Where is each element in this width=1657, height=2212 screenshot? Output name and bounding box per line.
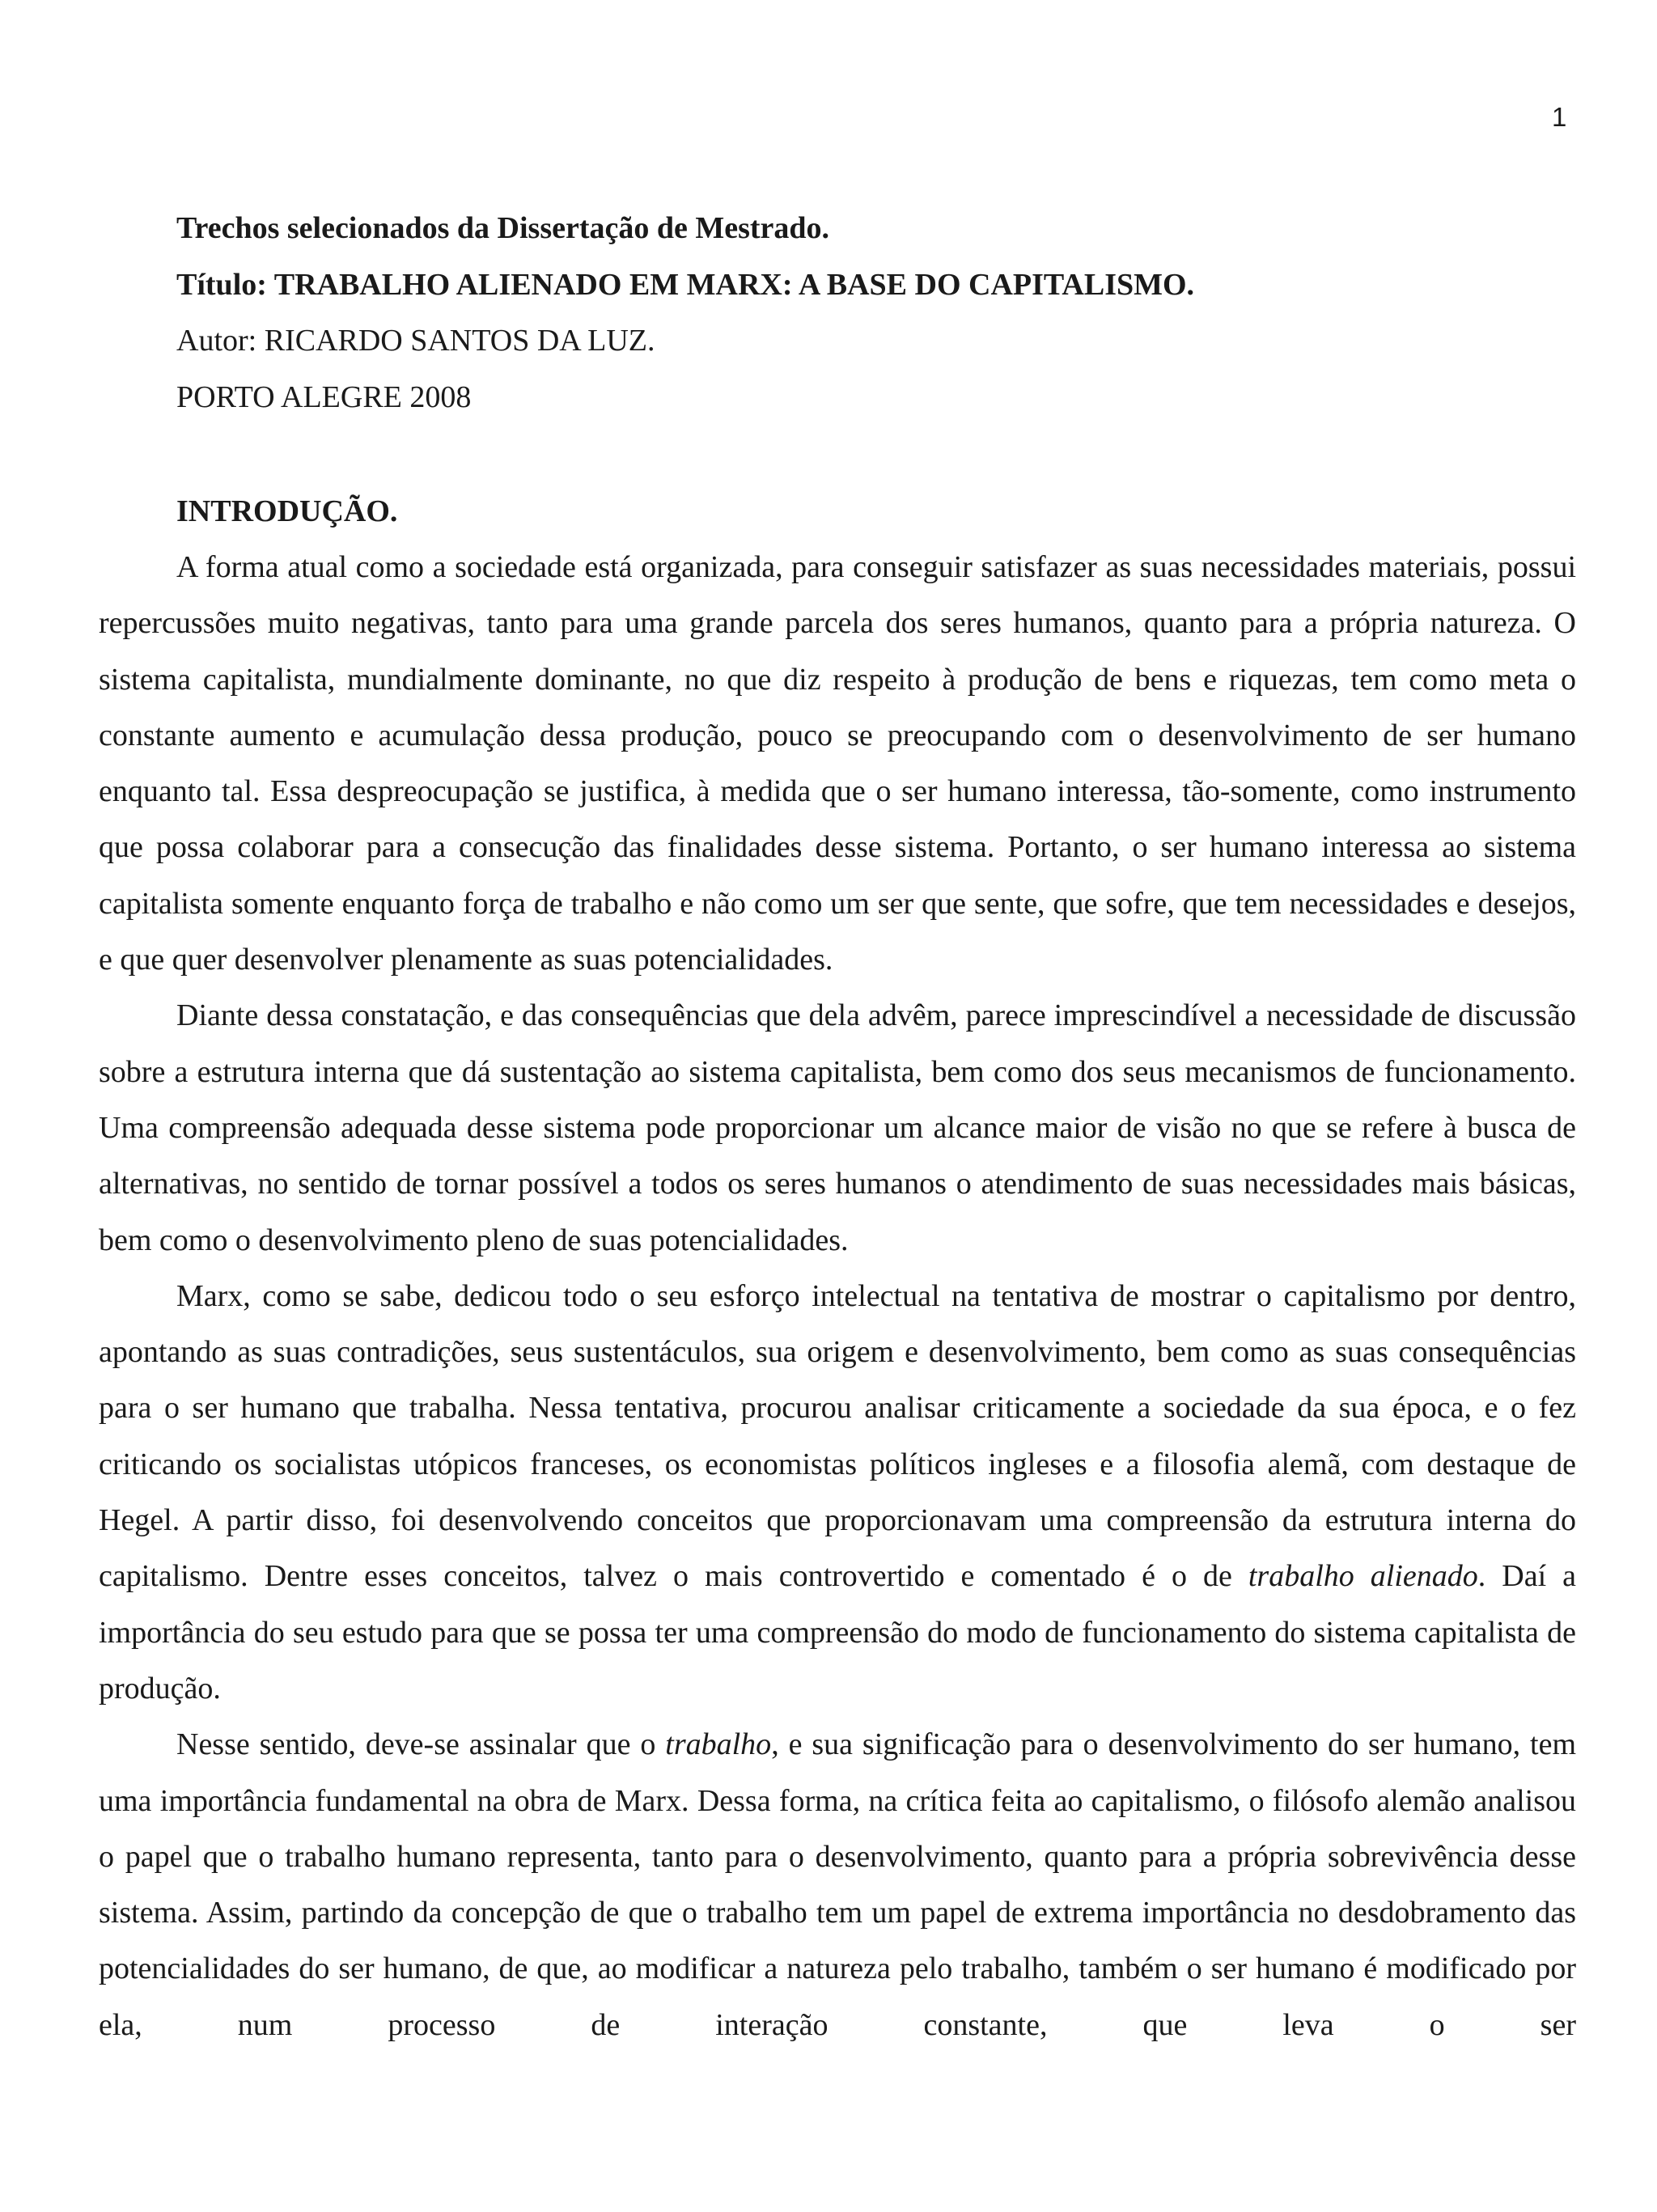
document-header (176, 201, 1568, 426)
paragraph-3-text-start: Marx, como se sabe, dedicou todo o seu esforço intelectual na tentativa de mostrar o capitalismo por dentro, apontando as suas contradições, seus sustentáculos, sua origem e desenvolvimento, bem como as suas consequências para o ser humano que trabalha. Nessa tentativa, procurou analisar criticamente a sociedade da sua época, e o fez criticando os socialistas utópicos franceses, os economistas políticos ingleses e a filosofia alemã, com destaque de Hegel. A partir disso, foi desenvolvendo conceitos que proporcionavam uma compreensão da estrutura interna do capitalismo. Dentre esses conceitos, talvez o mais controvertido e comentado é o de (99, 1278, 1576, 1594)
paragraph-4-text-start: Nesse sentido, deve-se assinalar que o (176, 1727, 666, 1762)
title-value: TRABALHO ALIENADO EM MARX: A BASE DO CAPITALISMO. (273, 267, 1195, 302)
paragraph-2: Diante dessa constatação, e das consequências que dela advêm, parece imprescindível a necessidade de discussão sobre a estrutura interna que dá sustentação ao sistema capitalista, bem como dos seus mecanismos de funcionamento. Uma compreensão adequada desse sistema pode proporcionar um alcance maior de visão no que se refere à busca de alternativas, no sentido de tornar possível a todos os seres humanos o atendimento de suas necessidades mais básicas, bem como o desenvolvimento pleno de suas potencialidades. (99, 998, 1576, 1257)
paragraph-1: A forma atual como a sociedade está organizada, para conseguir satisfazer as suas necessidades materiais, possui repercussões muito negativas, tanto para uma grande parcela dos seres humanos, quanto para a própria natureza. O sistema capitalista, mundialmente dominante, no que diz respeito à produção de bens e riquezas, tem como meta o constante aumento e acumulação dessa produção, pouco se preocupando com o desenvolvimento de ser humano enquanto tal. Essa despreocupação se justifica, à medida que o ser humano interessa, tão-somente, como instrumento que possa colaborar para a consecução das finalidades desse sistema. Portanto, o ser humano interessa ao sistema capitalista somente enquanto força de trabalho e não como um ser que sente, que sofre, que tem necessidades e desejos, e que quer desenvolver plenamente as suas potencialidades. (99, 550, 1576, 977)
header-selection-note: Trechos selecionados da Dissertação de Mestrado. (176, 211, 830, 245)
term-trabalho-alienado: trabalho alienado (1248, 1559, 1478, 1594)
paragraph-3-text-end: . Daí a importância do seu estudo para que se possa ter uma compreensão do modo de funcionamento do sistema capitalista de produção. (99, 1559, 1577, 1706)
term-trabalho: trabalho (665, 1727, 772, 1762)
title-label: Título: (176, 267, 267, 302)
paragraph-3 (99, 1269, 1576, 1717)
paragraph-4-text-end: , e sua significação para o desenvolvimento do ser humano, tem uma importância fundamental na obra de Marx. Dessa forma, na crítica feita ao capitalismo, o filósofo alemão analisou o papel que o trabalho humano representa, tanto para o desenvolvimento, quanto para a própria sobrevivência desse sistema. Assim, partindo da concepção de que o trabalho tem um papel de extrema importância no desdobramento das potencialidades do ser humano, de que, ao modificar a natureza pelo trabalho, também o ser humano é modificado por ela, num processo de interação constante, que leva o ser (99, 1727, 1576, 2042)
page-number: 1 (1552, 102, 1567, 132)
paragraph-4 (99, 1717, 1576, 2053)
header-author: Autor: RICARDO SANTOS DA LUZ. (176, 324, 655, 358)
body-text (99, 540, 1576, 2053)
section-heading: INTRODUÇÃO. (176, 494, 398, 528)
header-place-year: PORTO ALEGRE 2008 (176, 379, 472, 414)
header-title (176, 257, 1568, 314)
